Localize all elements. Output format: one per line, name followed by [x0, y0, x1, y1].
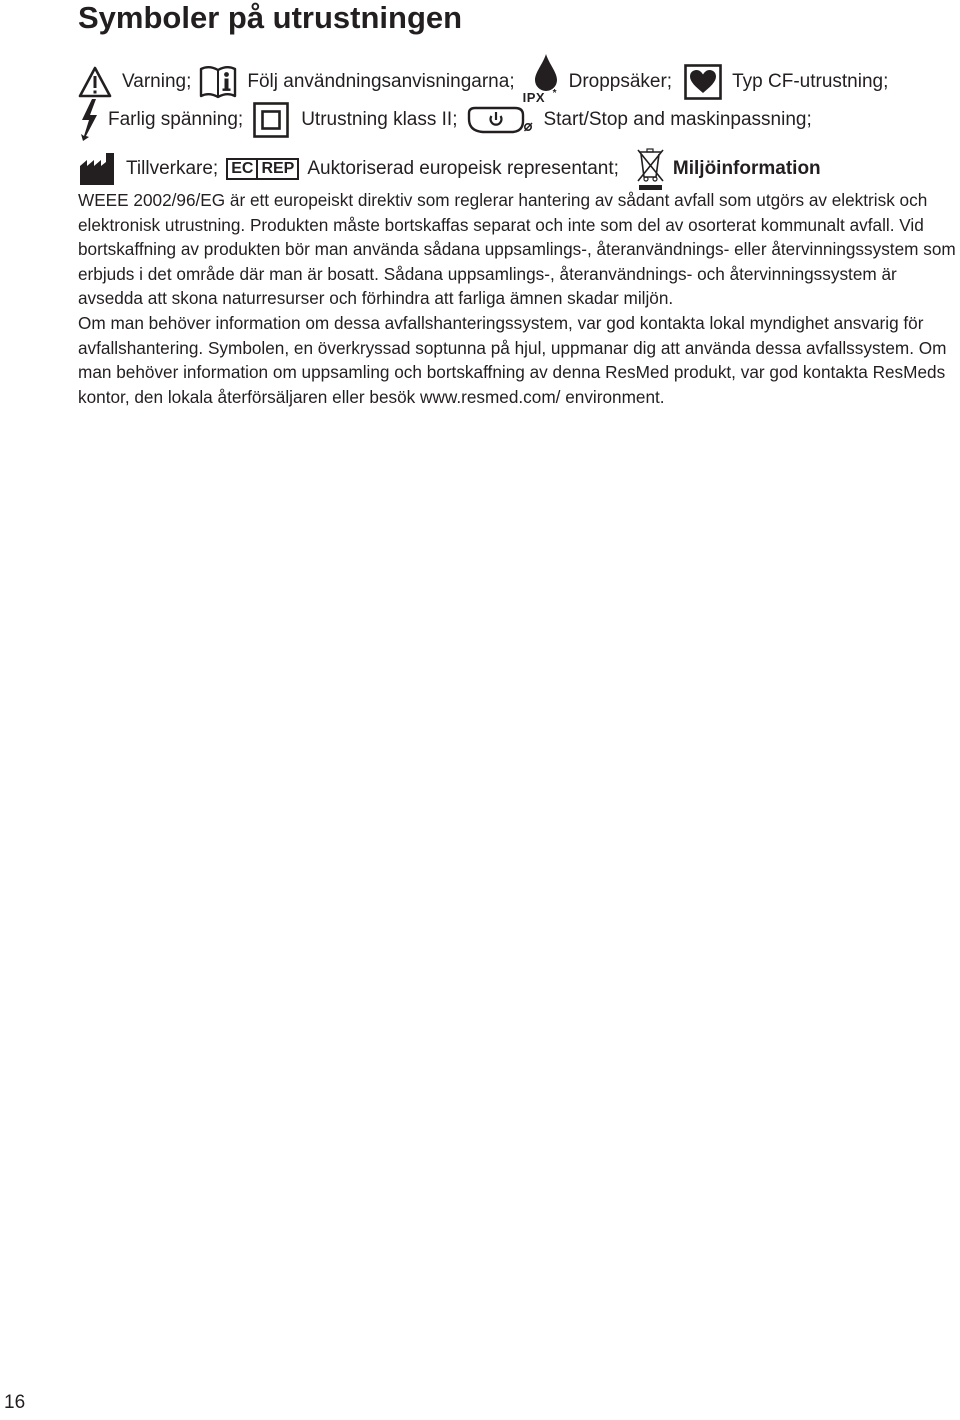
type-cf-heart-icon — [684, 64, 722, 100]
ec-rep-icon — [226, 158, 299, 180]
weee-description — [78, 188, 960, 409]
page-number: 16 — [4, 1392, 26, 1413]
ec-rep-label: Auktoriserad europeisk representant; — [307, 158, 619, 179]
page-title: Symboler på utrustningen — [78, 0, 463, 35]
warning-icon — [78, 66, 112, 98]
manual-label: Följ användningsanvisningarna; — [247, 71, 515, 92]
weee-paragraph-2: Om man behöver information om dessa avfallshanteringssystem, var god kontakta lokal myndighet ansvarig för avfallshantering. Symbolen, en överkryssad soptunna på hjul, uppmanar dig att använda dessa avfallssystem. Om man behöver information om uppsamling och bortskaffning av denna ResMed produkt, var god kontakta ResMeds kontor, den lokala återförsäljaren eller besök www.resmed.com/ environment. — [78, 312, 947, 407]
class-ii-icon — [253, 102, 289, 138]
symbol-row-2 — [78, 98, 812, 142]
high-voltage-label: Farlig spänning; — [108, 109, 244, 130]
ec-rep-rep-text: REP — [261, 160, 295, 177]
ipx-icon-text: IPX — [522, 90, 546, 105]
weee-bin-icon — [635, 146, 667, 192]
manual-icon — [199, 65, 237, 99]
environment-info-label: Miljöinformation — [672, 158, 821, 179]
weee-paragraph-1: WEEE 2002/96/EG är ett europeiskt direktiv som reglerar hantering av sådant avfall som utgörs av elektrisk och elektronisk utrustning. Produkten måste bortskaffas separat och inte som del av osorterat kommunalt avfall. Vid bortskaffning av produkten bör man använda sådana uppsamlings-, återanvändnings- eller återvinningssystem som erbjuds i det område där man är bosatt. Sådana uppsamlings-, återanvändnings- och återvinningssystem är avsedda att skona naturresurser och förhindra att farliga ämnen skadar miljön. — [78, 190, 956, 309]
ec-rep-ec-text: EC — [228, 160, 258, 178]
symbol-row-3 — [78, 146, 821, 192]
class-ii-label: Utrustning klass II; — [301, 109, 458, 130]
start-stop-label: Start/Stop and maskinpassning; — [543, 109, 812, 130]
warning-label: Varning; — [122, 71, 192, 92]
manufacturer-icon — [78, 152, 116, 186]
drip-proof-icon: IPX * — [529, 56, 563, 108]
high-voltage-icon — [78, 98, 100, 142]
start-stop-icon — [465, 105, 535, 135]
drip-proof-label: Droppsäker; — [568, 71, 673, 92]
manufacturer-label: Tillverkare; — [126, 158, 219, 179]
type-cf-label: Typ CF-utrustning; — [732, 71, 889, 92]
